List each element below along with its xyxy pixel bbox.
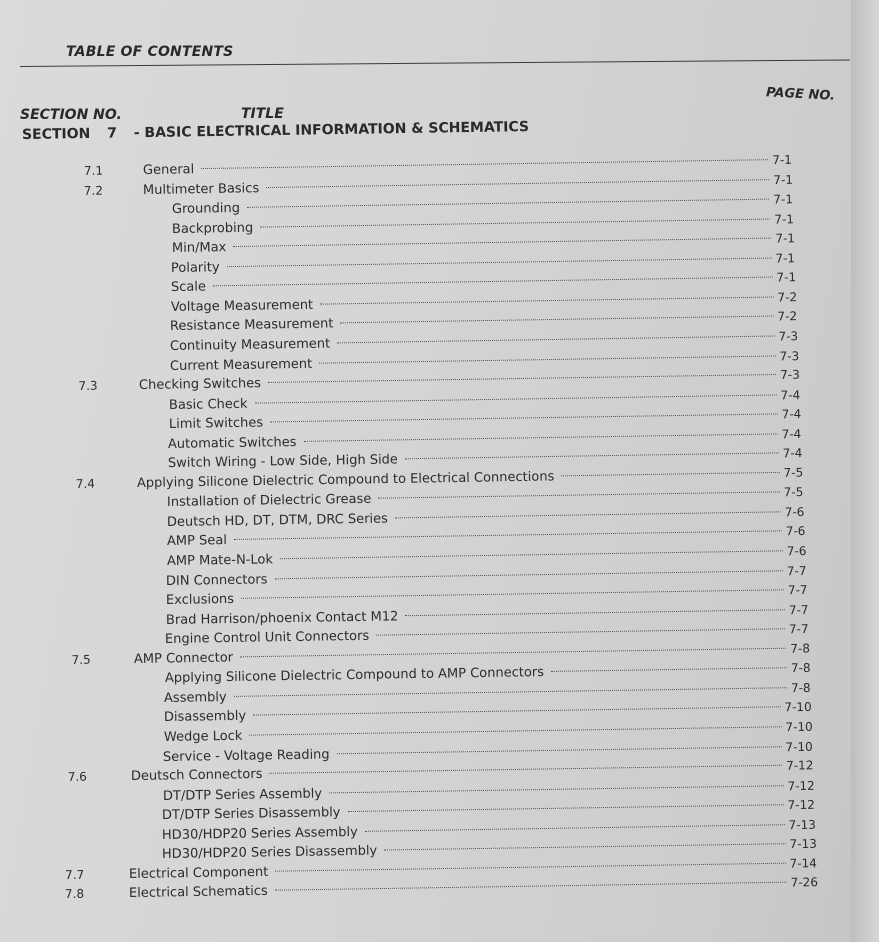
- toc-entry-page: 7-6: [785, 524, 806, 539]
- toc-entry-page: 7-4: [780, 387, 801, 402]
- dot-leader: [337, 746, 782, 754]
- toc-entry-title: Multimeter Basics: [142, 180, 259, 198]
- toc-entry-page: 7-2: [777, 290, 797, 305]
- toc-entry-title: Exclusions: [165, 592, 234, 609]
- dot-leader: [233, 238, 771, 247]
- toc-entry-title: AMP Seal: [166, 533, 227, 550]
- toc-entry-page: 7-7: [788, 602, 809, 617]
- dot-leader: [241, 589, 784, 599]
- toc-entry-title: HD30/HDP20 Series Assembly: [161, 824, 358, 843]
- dot-leader: [260, 218, 770, 227]
- dot-leader: [275, 570, 783, 579]
- dot-leader: [279, 550, 782, 559]
- toc-entry-title: Wedge Lock: [163, 728, 243, 745]
- toc-entry-page: 7-1: [772, 152, 792, 168]
- section-title: - BASIC ELECTRICAL INFORMATION & SCHEMATICS: [133, 119, 530, 142]
- toc-entry-title: DT/DTP Series Disassembly: [162, 805, 341, 824]
- toc-entry-number: 7.4: [75, 476, 95, 491]
- dot-leader: [320, 296, 773, 304]
- toc-entry-title: Brad Harrison/phoenix Contact M12: [165, 608, 398, 628]
- dot-leader: [275, 882, 787, 891]
- toc-entry-page: 7-14: [789, 855, 818, 871]
- toc-entry-title: Resistance Measurement: [170, 316, 334, 335]
- dot-leader: [376, 628, 785, 635]
- toc-entry-page: 7-1: [773, 192, 794, 207]
- header-rule: [20, 59, 850, 67]
- toc-entry-title: HD30/HDP20 Series Disassembly: [161, 843, 377, 863]
- toc-entry-page: 7-13: [788, 817, 816, 832]
- toc-entry-title: Scale: [170, 279, 207, 296]
- dot-leader: [240, 648, 786, 658]
- toc-entry-title: AMP Mate-N-Lok: [166, 552, 273, 569]
- section-heading: [22, 115, 782, 143]
- toc-entry-page: 7-3: [778, 329, 799, 344]
- dot-leader: [227, 257, 772, 267]
- toc-entry-page: 7-1: [772, 172, 793, 187]
- toc-entry-number: 7.1: [83, 163, 104, 178]
- dot-leader: [365, 824, 785, 832]
- toc-entry-page: 7-6: [786, 543, 807, 559]
- toc-entry-title: Backprobing: [171, 220, 254, 237]
- toc-entry-page: 7-5: [783, 465, 804, 480]
- toc-entry-title: Voltage Measurement: [170, 297, 313, 315]
- toc-entry-number: 7.5: [71, 652, 91, 667]
- toc-entry-page: 7-12: [787, 797, 816, 813]
- toc-entry-page: 7-7: [786, 563, 807, 578]
- toc-entry-title: Polarity: [171, 259, 221, 276]
- toc-entry-title: DIN Connectors: [166, 571, 268, 589]
- toc-entry-page: 7-10: [784, 700, 812, 715]
- toc-entry-title: Electrical Schematics: [128, 884, 268, 902]
- toc-entry-page: 7-4: [781, 407, 802, 422]
- toc-entry-number: 7.8: [64, 887, 85, 902]
- dot-leader: [247, 199, 769, 208]
- toc-entry-title: Switch Wiring - Low Side, High Side: [167, 452, 399, 472]
- dot-leader: [234, 687, 787, 697]
- toc-entry-title: General: [142, 162, 195, 178]
- toc-entry-page: 7-5: [784, 485, 804, 500]
- dot-leader: [341, 316, 774, 324]
- toc-entry-page: 7-12: [787, 778, 815, 793]
- dot-leader: [253, 707, 780, 716]
- dot-leader: [405, 609, 785, 616]
- toc-entry-title: Min/Max: [171, 240, 227, 257]
- toc-entry-title: Continuity Measurement: [169, 336, 331, 354]
- column-header-page: PAGE NO.: [765, 85, 836, 104]
- toc-entry-title: Electrical Component: [129, 864, 269, 882]
- section-label: SECTION: [21, 125, 91, 143]
- toc-entry-number: 7.6: [67, 769, 88, 785]
- dot-leader: [255, 394, 777, 403]
- toc-entry-title: Installation of Dielectric Grease: [167, 492, 372, 511]
- section-number: 7: [107, 125, 118, 142]
- dot-leader: [337, 335, 774, 343]
- dot-leader: [561, 472, 779, 476]
- toc-entry-page: 7-1: [774, 211, 795, 227]
- dot-leader: [270, 414, 778, 423]
- toc-entry-page: 7-8: [789, 641, 810, 656]
- toc-entry-page: 7-26: [790, 875, 818, 890]
- toc-entry-title: Disassembly: [163, 709, 247, 726]
- toc-entry-title: DT/DTP Series Assembly: [162, 786, 322, 804]
- dot-leader: [270, 765, 783, 774]
- toc-entry-page: 7-13: [789, 836, 817, 852]
- toc-entry-page: 7-7: [789, 622, 809, 637]
- dot-leader: [304, 433, 778, 441]
- toc-entry-page: 7-10: [785, 739, 814, 754]
- toc-entry-title: Grounding: [172, 201, 241, 218]
- toc-entry-title: Current Measurement: [169, 356, 313, 374]
- toc-entry-page: 7-1: [774, 231, 795, 246]
- dot-leader: [551, 668, 787, 673]
- toc-entry-title: Applying Silicone Dielectric Compound to Electrical Connections: [136, 469, 555, 491]
- dot-leader: [234, 531, 782, 541]
- dot-leader: [329, 785, 784, 793]
- toc-entry-page: 7-1: [776, 270, 797, 285]
- dot-leader: [384, 843, 785, 850]
- toc-entry-page: 7-1: [775, 250, 796, 266]
- toc-entry-page: 7-8: [791, 680, 811, 695]
- toc-entry-page: 7-3: [779, 348, 800, 363]
- toc-entry-title: Applying Silicone Dielectric Compound to AMP Connectors: [164, 665, 544, 687]
- toc-entry-number: 7.2: [83, 183, 103, 198]
- dot-leader: [201, 159, 768, 169]
- toc-entry-page: 7-12: [786, 758, 814, 773]
- toc-entry-page: 7-2: [777, 309, 798, 324]
- toc-entry-title: Deutsch Connectors: [131, 766, 263, 785]
- toc-entry-number: 7.7: [65, 867, 85, 882]
- dot-leader: [395, 511, 781, 518]
- toc-entry-title: Basic Check: [168, 396, 248, 413]
- toc-entry-title: Checking Switches: [138, 376, 261, 394]
- toc-entry-page: 7-10: [784, 719, 813, 735]
- dot-leader: [213, 277, 773, 287]
- toc-entry-title: Limit Switches: [168, 415, 263, 433]
- toc-entry-title: Deutsch HD, DT, DTM, DRC Series: [167, 511, 389, 530]
- toc-entry-title: Engine Control Unit Connectors: [165, 628, 370, 648]
- dot-leader: [405, 453, 779, 460]
- dot-leader: [319, 355, 775, 363]
- dot-leader: [268, 374, 776, 383]
- toc-entry-title: Assembly: [164, 689, 227, 706]
- dot-leader: [249, 726, 781, 735]
- toc-entry-page: 7-4: [782, 446, 803, 461]
- toc-entry-page: 7-4: [782, 426, 802, 442]
- page-header-title: TABLE OF CONTENTS: [66, 44, 234, 60]
- toc-entry-page: 7-7: [787, 583, 808, 598]
- dot-leader: [379, 492, 780, 499]
- toc-entry-title: Service - Voltage Reading: [163, 746, 331, 765]
- toc-entry-page: 7-6: [784, 504, 805, 520]
- dot-leader: [348, 804, 784, 812]
- toc-entry-title: Automatic Switches: [168, 434, 298, 452]
- toc-entry-number: 7.3: [78, 378, 98, 393]
- toc-entry-page: 7-3: [779, 367, 800, 382]
- toc-entry-page: 7-8: [790, 661, 811, 676]
- dot-leader: [276, 862, 786, 871]
- column-header-section: SECTION NO.: [20, 107, 122, 123]
- toc-entry-title: AMP Connector: [133, 650, 233, 667]
- column-header-title: TITLE: [241, 106, 284, 122]
- page-edge: [851, 0, 879, 942]
- dot-leader: [266, 179, 769, 188]
